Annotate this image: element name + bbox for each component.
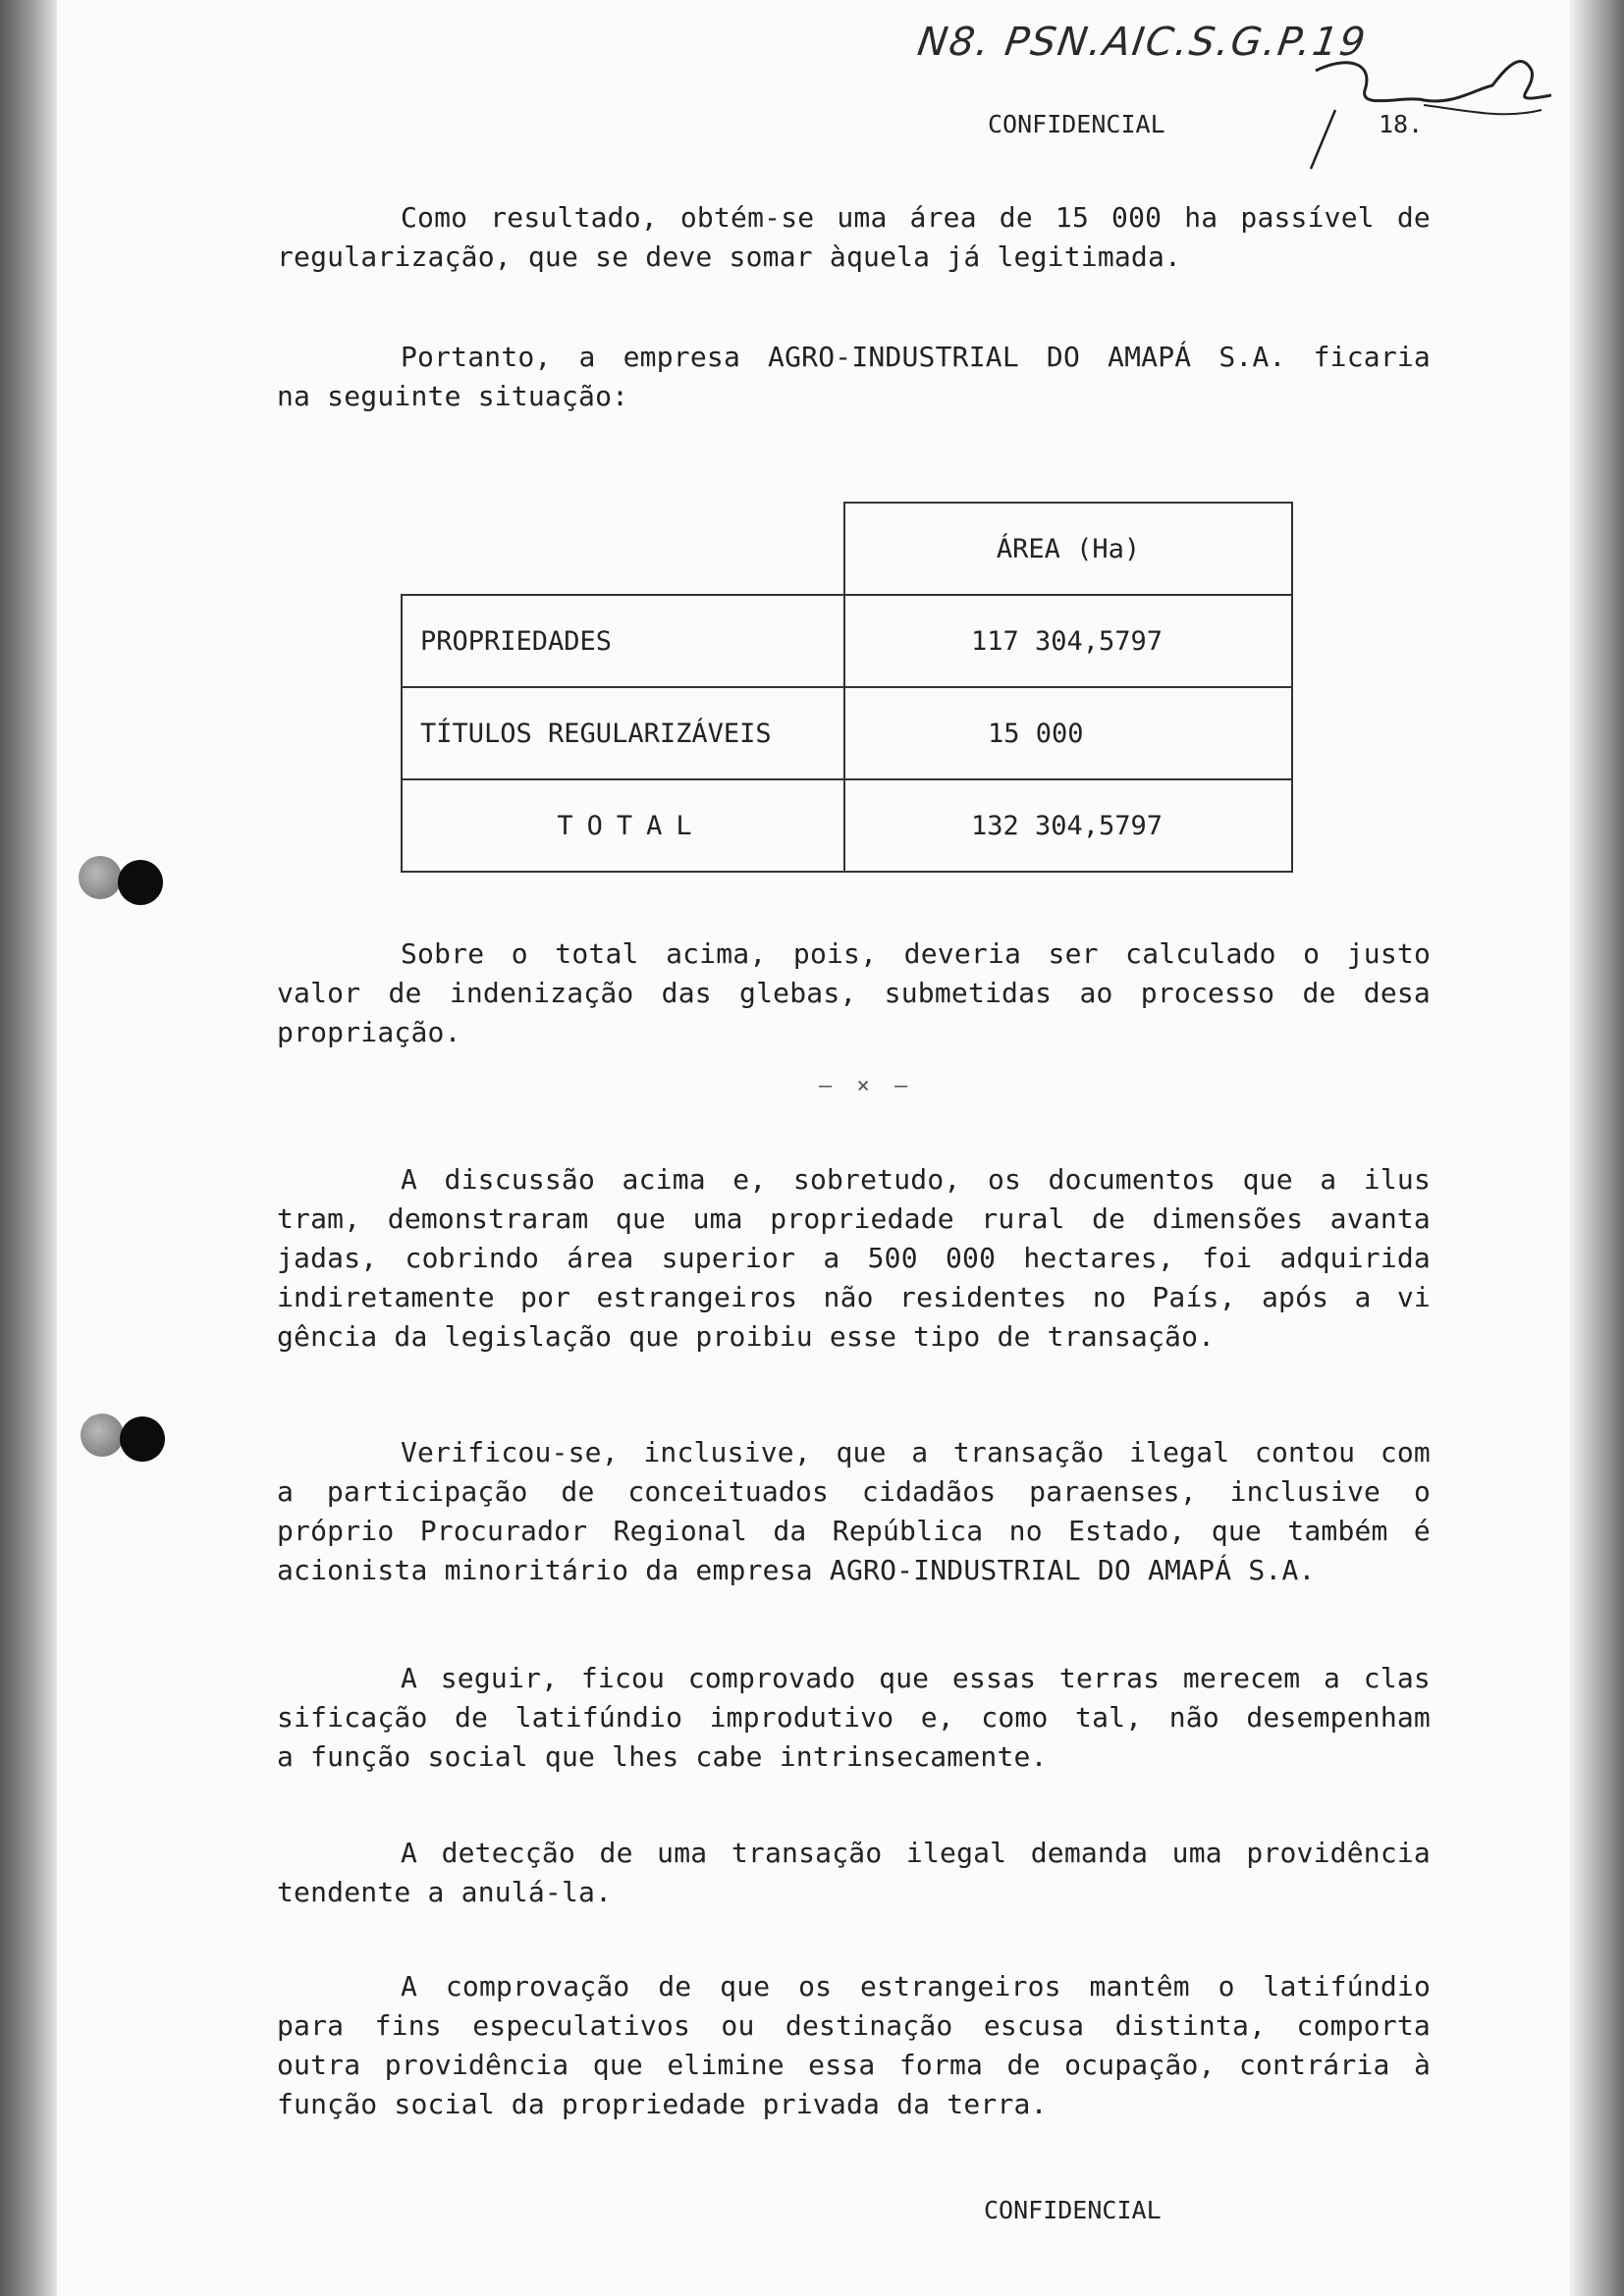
paragraph-line: A detecção de uma transação ilegal demanda uma providência <box>401 1837 1431 1869</box>
table-row-label: TÍTULOS REGULARIZÁVEIS <box>402 687 844 779</box>
paragraph-line: propriação. <box>277 1016 461 1048</box>
paragraph-line: A discussão acima e, sobretudo, os documentos que a ilus <box>401 1163 1431 1196</box>
paragraph-line: para fins especulativos ou destinação escusa distinta, comporta <box>277 2009 1431 2042</box>
table-row-label: PROPRIEDADES <box>402 595 844 687</box>
table-empty-corner <box>402 503 844 595</box>
table-row-value: 15 000 <box>844 687 1292 779</box>
paragraph-line: A seguir, ficou comprovado que essas terras merecem a clas <box>401 1662 1431 1694</box>
paragraph-line: próprio Procurador Regional da República no Estado, que também é <box>277 1515 1431 1547</box>
paragraph-line: Sobre o total acima, pois, deveria ser calculado o justo <box>401 937 1431 970</box>
paragraph-verificou <box>277 1433 1431 1590</box>
table-header-area: ÁREA (Ha) <box>844 503 1292 595</box>
page-number: 18. <box>1379 110 1424 138</box>
table-total-value: 132 304,5797 <box>844 779 1292 872</box>
table-row <box>402 595 1292 687</box>
paragraph-line: Portanto, a empresa AGRO-INDUSTRIAL DO AMAPÁ S.A. ficaria <box>401 341 1431 373</box>
paragraph-deteccao <box>277 1834 1431 1912</box>
section-separator: — × — <box>819 1074 914 1098</box>
paragraph-line: Verificou-se, inclusive, que a transação ilegal contou com <box>401 1436 1431 1468</box>
paragraph-discussao <box>277 1160 1431 1357</box>
paragraph-line: tendente a anulá-la. <box>277 1876 613 1908</box>
paragraph-line: sificação de latifúndio improdutivo e, como tal, não desempenham <box>277 1701 1431 1734</box>
paragraph-result <box>277 198 1431 277</box>
table-total-label: TOTAL <box>402 779 844 872</box>
table-total-row <box>402 779 1292 872</box>
footer-confidential-label: CONFIDENCIAL <box>984 2196 1162 2224</box>
area-table <box>401 502 1293 873</box>
table-row-value: 117 304,5797 <box>844 595 1292 687</box>
paragraph-line: indiretamente por estrangeiros não residentes no País, após a vi <box>277 1281 1431 1313</box>
header-confidential-label: CONFIDENCIAL <box>988 110 1165 138</box>
scan-right-edge <box>1569 0 1624 2296</box>
paragraph-line: Como resultado, obtém-se uma área de 15 000 ha passível de <box>401 201 1431 234</box>
paragraph-a-seguir <box>277 1659 1431 1777</box>
paragraph-comprovacao <box>277 1967 1431 2124</box>
paragraph-portanto <box>277 338 1431 416</box>
paragraph-line: regularização, que se deve somar àquela já legitimada. <box>277 240 1182 273</box>
punch-hole-shadow <box>81 1414 124 1457</box>
paragraph-line: tram, demonstraram que uma propriedade rural de dimensões avanta <box>277 1202 1431 1235</box>
table-row <box>402 687 1292 779</box>
scan-left-edge <box>0 0 57 2296</box>
paragraph-line: função social da propriedade privada da terra. <box>277 2088 1048 2120</box>
paragraph-line: valor de indenização das glebas, submetidas ao processo de desa <box>277 977 1431 1009</box>
paragraph-line: A comprovação de que os estrangeiros mantêm o latifúndio <box>401 1970 1431 2002</box>
paragraph-line: acionista minoritário da empresa AGRO-INDUSTRIAL DO AMAPÁ S.A. <box>277 1554 1316 1586</box>
handwritten-archive-code: N8. PSN.AIC.S.G.P.19 <box>914 20 1371 65</box>
paragraph-line: gência da legislação que proibiu esse tipo de transação. <box>277 1320 1216 1353</box>
punch-hole-shadow <box>79 856 122 899</box>
paragraph-line: a participação de conceituados cidadãos paraenses, inclusive o <box>277 1475 1431 1508</box>
paragraph-line: na seguinte situação: <box>277 380 629 412</box>
paragraph-line: outra providência que elimine essa forma de ocupação, contrária à <box>277 2049 1431 2081</box>
punch-hole <box>118 860 163 905</box>
paragraph-sobre-total <box>277 934 1431 1052</box>
table-header-row <box>402 503 1292 595</box>
paragraph-line: jadas, cobrindo área superior a 500 000 hectares, foi adquirida <box>277 1242 1431 1274</box>
punch-hole <box>120 1416 165 1462</box>
handwritten-signature <box>1306 51 1551 188</box>
paragraph-line: a função social que lhes cabe intrinsecamente. <box>277 1740 1048 1773</box>
